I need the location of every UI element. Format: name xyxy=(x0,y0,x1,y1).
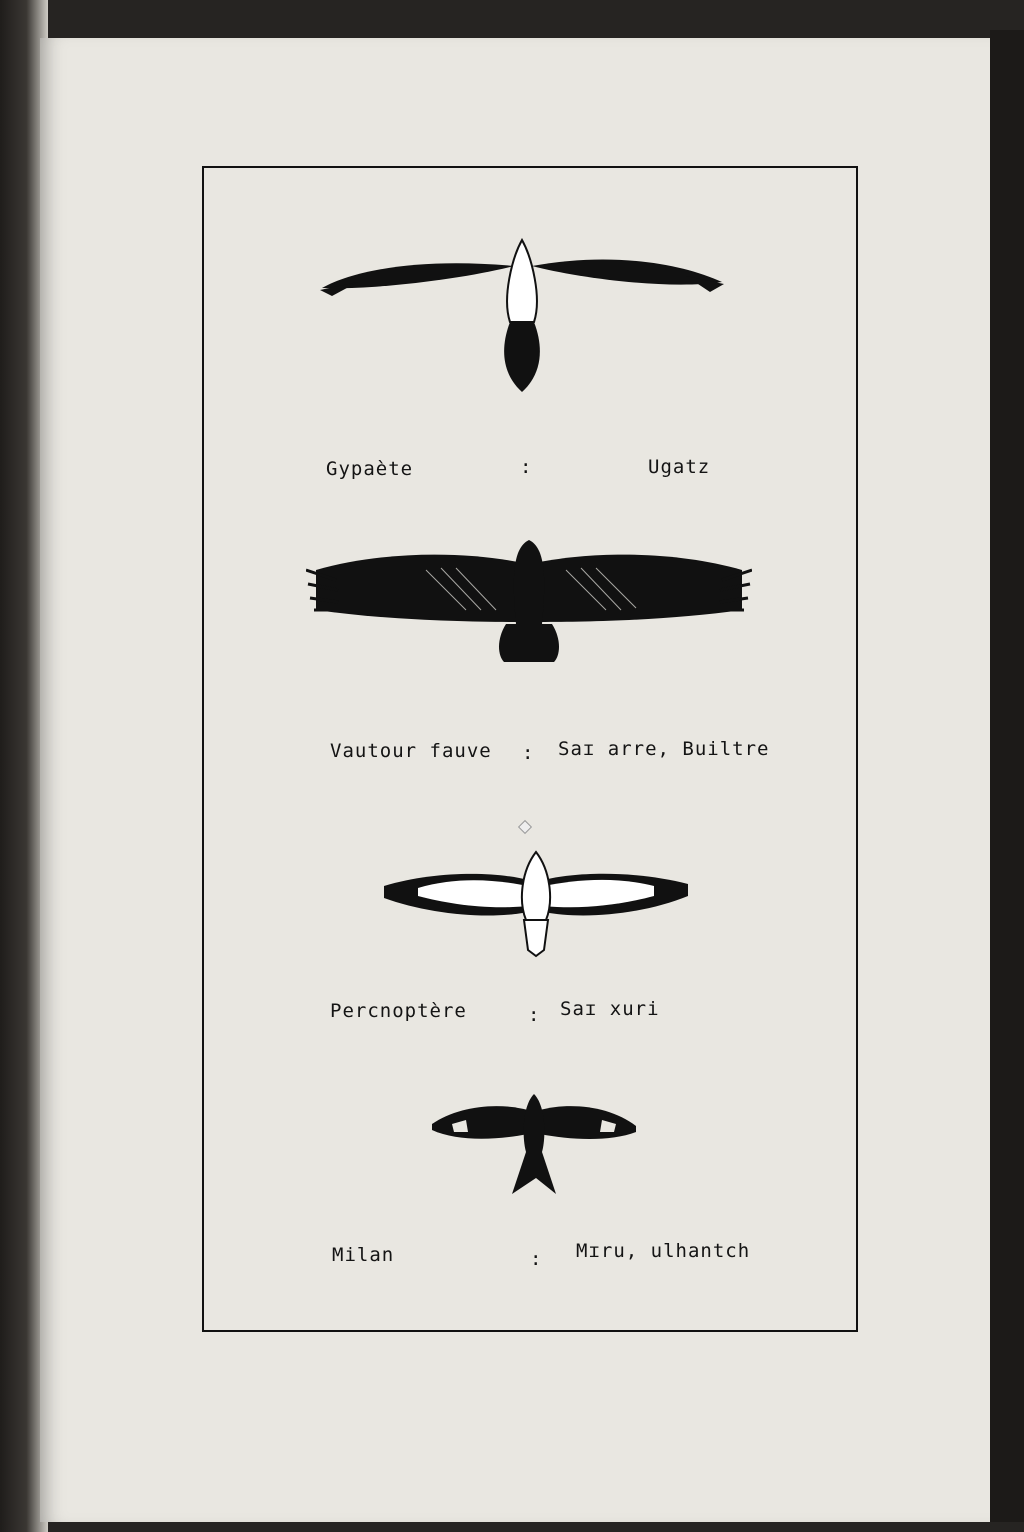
caption-basque-2: Saɪ arre, Builtre xyxy=(558,738,770,760)
page-edge xyxy=(990,30,1024,1522)
caption-french-1: Gypaète xyxy=(326,458,414,480)
caption-french-4: Milan xyxy=(332,1244,395,1266)
kite-icon xyxy=(428,1090,640,1202)
caption-basque-3: Saɪ xuri xyxy=(560,998,660,1020)
bearded-vulture-icon xyxy=(318,238,726,394)
caption-french-2: Vautour fauve xyxy=(330,740,492,762)
caption-separator-1: : xyxy=(520,456,533,478)
caption-basque-1: Ugatz xyxy=(648,456,711,478)
egyptian-vulture-icon xyxy=(378,850,694,958)
caption-french-3: Percnoptère xyxy=(330,1000,467,1022)
caption-separator-3: : xyxy=(528,1004,541,1026)
caption-basque-4: Mɪru, ulhantch xyxy=(576,1240,751,1262)
caption-separator-4: : xyxy=(530,1248,543,1270)
caption-separator-2: : xyxy=(522,742,535,764)
griffon-vulture-icon xyxy=(306,540,752,664)
